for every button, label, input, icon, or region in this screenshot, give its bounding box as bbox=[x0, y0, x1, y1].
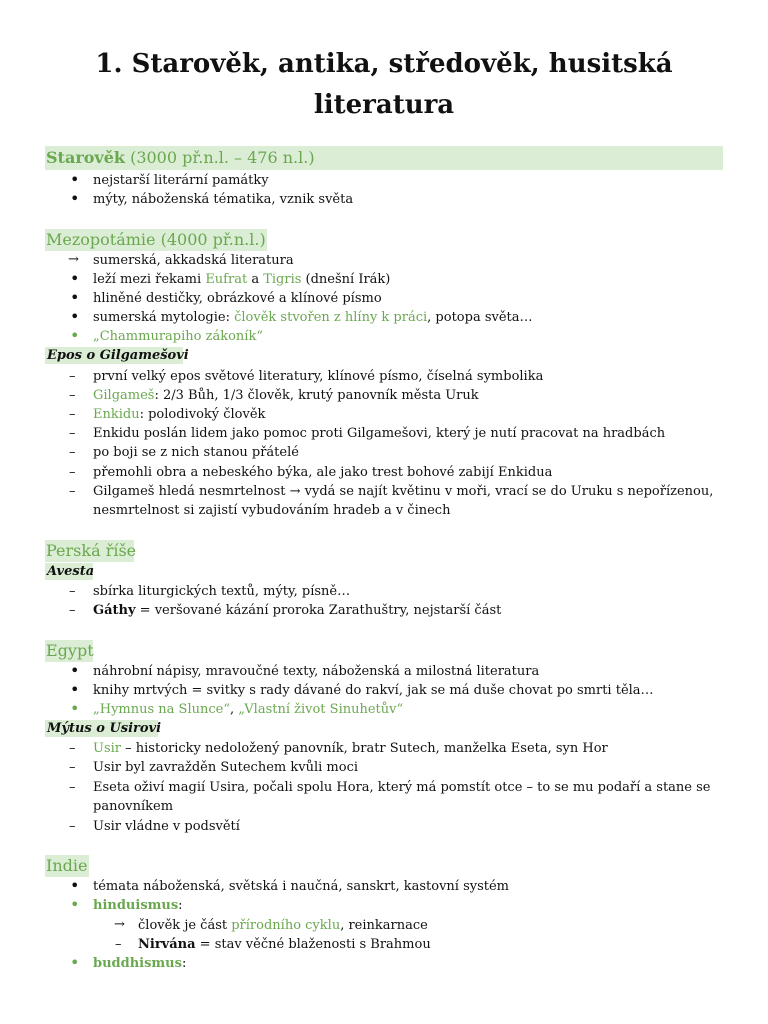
arrow-marker: → bbox=[114, 917, 125, 932]
list-item: „Hymnus na Slunce“, „Vlastní život Sinuhetův“ bbox=[93, 702, 404, 717]
title-line-2: literatura bbox=[313, 90, 455, 120]
list-item: Gilgameš: 2/3 Bůh, 1/3 člověk, krutý panovník města Uruk bbox=[93, 388, 479, 403]
list-item: hinduismus: bbox=[93, 898, 183, 913]
dash-marker: – bbox=[69, 445, 76, 460]
bullet-marker: • bbox=[70, 189, 80, 208]
bullet-marker: • bbox=[70, 326, 80, 345]
list-item: sbírka liturgických textů, mýty, písně… bbox=[93, 584, 351, 599]
list-item: přemohli obra a nebeského býka, ale jako trest bohové zabijí Enkidua bbox=[93, 465, 553, 480]
dash-marker: – bbox=[115, 937, 122, 952]
dash-marker: – bbox=[69, 780, 76, 795]
list-item: hliněné destičky, obrázkové a klínové písmo bbox=[93, 291, 382, 306]
dash-marker: – bbox=[69, 741, 76, 756]
dash-marker: – bbox=[69, 819, 76, 834]
bullet-marker: • bbox=[70, 680, 80, 699]
list-item: leží mezi řekami Eufrat a Tigris (dnešní Irák) bbox=[93, 272, 391, 287]
sub-list-item: člověk je část přírodního cyklu, reinkarnace bbox=[138, 918, 428, 933]
list-item: Usir vládne v podsvětí bbox=[93, 819, 240, 834]
list-item: Usir – historicky nedoložený panovník, bratr Sutech, manželka Eseta, syn Hor bbox=[93, 741, 608, 756]
dash-marker: – bbox=[69, 369, 76, 384]
bullet-marker: • bbox=[70, 307, 80, 326]
title-line-1: 1. Starověk, antika, středověk, husitská bbox=[95, 49, 673, 79]
list-item: Enkidu poslán lidem jako pomoc proti Gilgamešovi, který je nutí pracovat na hradbách bbox=[93, 426, 666, 441]
list-item: první velký epos světové literatury, klínové písmo, číselná symbolika bbox=[93, 369, 544, 384]
subheading-avesta: Avesta bbox=[47, 564, 95, 579]
bullet-marker: • bbox=[70, 953, 80, 972]
list-item: sumerská, akkadská literatura bbox=[93, 253, 294, 268]
dash-marker: – bbox=[69, 760, 76, 775]
sub-list-item: Nirvána = stav věčné blaženosti s Brahmou bbox=[138, 937, 431, 952]
section-heading-egypt: Egypt bbox=[46, 641, 94, 660]
list-item: nejstarší literární památky bbox=[93, 173, 269, 188]
list-item: Enkidu: polodivoký člověk bbox=[93, 407, 266, 422]
dash-marker: – bbox=[69, 426, 76, 441]
dash-marker: – bbox=[69, 584, 76, 599]
dash-marker: – bbox=[69, 388, 76, 403]
list-item: Usir byl zavražděn Sutechem kvůli moci bbox=[93, 760, 359, 775]
list-item: Gilgameš hledá nesmrtelnost → vydá se najít květinu v moři, vrací se do Uruku s nepořízenou, bbox=[93, 484, 714, 499]
section-heading-persie: Perská říše bbox=[46, 541, 137, 560]
list-item: po boji se z nich stanou přátelé bbox=[93, 445, 299, 460]
dash-marker: – bbox=[69, 603, 76, 618]
bullet-marker: • bbox=[70, 699, 80, 718]
subheading-gilgames: Epos o Gilgamešovi bbox=[47, 348, 189, 363]
bullet-marker: • bbox=[70, 170, 80, 189]
dash-marker: – bbox=[69, 407, 76, 422]
list-item: Eseta oživí magií Usira, počali spolu Hora, který má pomstít otce – to se mu podaří a stane se bbox=[93, 780, 711, 795]
dash-marker: – bbox=[69, 484, 76, 499]
section-heading-mezopotamie: Mezopotámie (4000 př.n.l.) bbox=[46, 230, 266, 249]
list-item-continuation: panovníkem bbox=[93, 799, 174, 814]
section-heading-starovek: Starověk (3000 př.n.l. – 476 n.l.) bbox=[46, 148, 315, 167]
list-item: mýty, náboženská tématika, vznik světa bbox=[93, 192, 354, 207]
subheading-usir: Mýtus o Usirovi bbox=[47, 721, 162, 736]
section-heading-indie: Indie bbox=[46, 856, 88, 875]
arrow-marker: → bbox=[68, 252, 79, 267]
list-item: sumerská mytologie: člověk stvořen z hlíny k práci, potopa světa… bbox=[93, 310, 533, 325]
bullet-marker: • bbox=[70, 661, 80, 680]
bullet-marker: • bbox=[70, 895, 80, 914]
bullet-marker: • bbox=[70, 876, 80, 895]
list-item: náhrobní nápisy, mravoučné texty, náboženská a milostná literatura bbox=[93, 664, 540, 679]
page-title bbox=[60, 44, 708, 126]
list-item: knihy mrtvých = svitky s rady dávané do rakví, jak se má duše chovat po smrti těla… bbox=[93, 683, 654, 698]
list-item-continuation: nesmrtelnost si zajistí vybudováním hradeb a v činech bbox=[93, 503, 451, 518]
list-item: „Chammurapiho zákoník“ bbox=[93, 329, 263, 344]
bullet-marker: • bbox=[70, 269, 80, 288]
list-item: buddhismus: bbox=[93, 956, 187, 971]
list-item: témata náboženská, světská i naučná, sanskrt, kastovní systém bbox=[93, 879, 510, 894]
bullet-marker: • bbox=[70, 288, 80, 307]
list-item: Gáthy = veršované kázání proroka Zarathuštry, nejstarší část bbox=[93, 603, 502, 618]
dash-marker: – bbox=[69, 465, 76, 480]
